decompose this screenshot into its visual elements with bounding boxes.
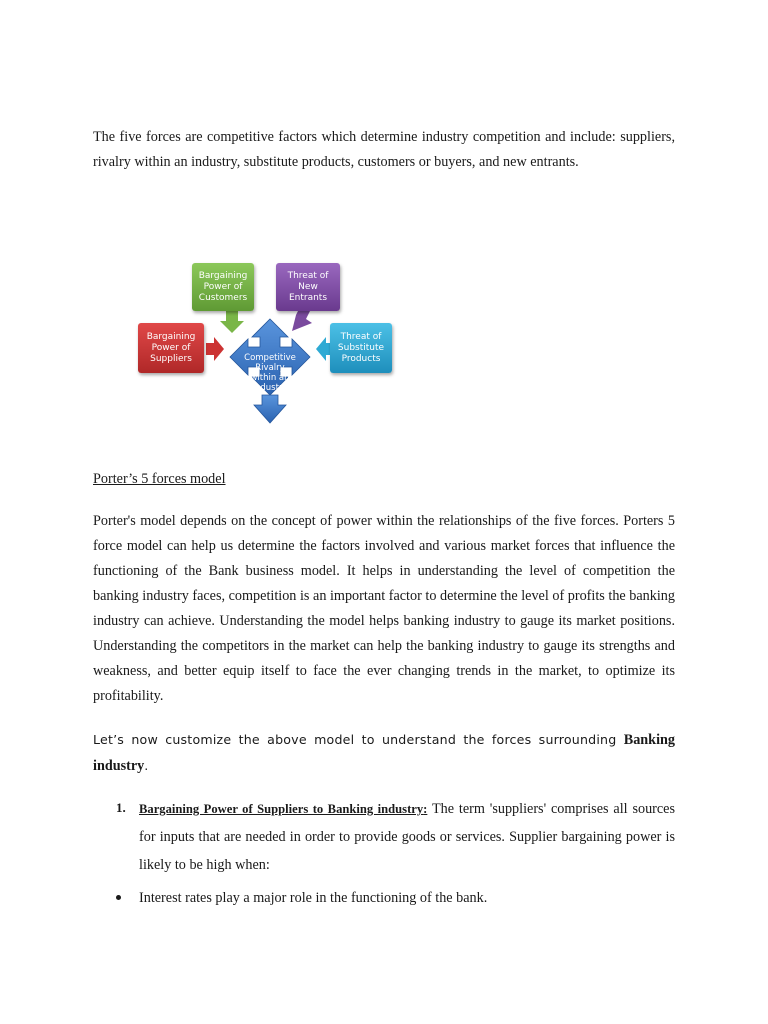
bullet-icon [116,895,121,900]
center-line-2: Rivalry [255,363,285,373]
five-forces-diagram [130,255,400,430]
competitive-rivalry-label [232,351,308,395]
substitutes-line-2: Substitute [337,342,385,353]
customize-tail: . [144,758,149,773]
list-item-body [139,795,675,879]
substitutes-connector-arrow [316,337,330,361]
customers-line-3: Customers [198,292,248,303]
list-item-text: The term 'suppliers' comprises all sources for inputs that are needed in order to provide goods or services. Supplier bargaining power is likely to be high when: [139,801,675,873]
entrants-line-3: Entrants [288,292,328,303]
substitutes-line-1: Threat of [340,331,382,342]
customize-bold: Banking industry [93,732,675,774]
customize-lead: Let’s now customize the above model to understand the forces surrounding [93,732,624,747]
center-line-3: within an [250,373,290,383]
entrants-connector-arrow [292,311,312,331]
rivalry-bottom-arrow [254,395,286,423]
suppliers-connector-arrow [206,337,224,361]
list-item-colon: : [423,802,428,816]
bullet-item: Interest rates play a major role in the functioning of the bank. [139,890,488,906]
substitutes-line-3: Products [341,353,381,364]
suppliers-line-3: Suppliers [150,353,192,364]
customers-connector-arrow [220,311,244,333]
intro-paragraph: The five forces are competitive factors which determine industry competition and include: suppliers, rivalry within an industry, substitute products, customers or buyers, and new entrants. [93,129,675,170]
customers-line-2: Power of [203,281,243,292]
center-line-1: Competitive [244,353,296,363]
threat-new-entrants-box [276,263,340,311]
list-item-number: 1. [116,800,126,815]
suppliers-line-1: Bargaining [146,331,196,342]
model-paragraph: Porter's model depends on the concept of power within the relationships of the five forces. Porters 5 force model can help us determine the factors involved and various market forces that influence the functioning of the Bank business model. It helps in understanding the level of competition the banking industry faces, competition is an important factor to determine the level of profits the banking industry can achieve. Understanding the model helps banking industry to gauge its market positions. Understanding the competitors in the market can help the banking industry to gauge its strengths and weakness, and better equip itself to face the ever changing trends in the market, to optimize its profitability. [93,513,675,704]
entrants-line-2: New [298,281,318,292]
threat-substitute-products-box [330,323,392,373]
center-line-4: Industry [252,383,288,393]
customers-line-1: Bargaining [198,270,248,281]
bargaining-power-customers-box [192,263,254,311]
bargaining-power-suppliers-box [138,323,204,373]
entrants-line-1: Threat of [287,270,329,281]
suppliers-line-2: Power of [151,342,191,353]
list-item-title: Bargaining Power of Suppliers to Banking industry [139,802,424,816]
customize-paragraph [93,727,675,779]
section-heading: Porter’s 5 forces model [93,471,226,487]
